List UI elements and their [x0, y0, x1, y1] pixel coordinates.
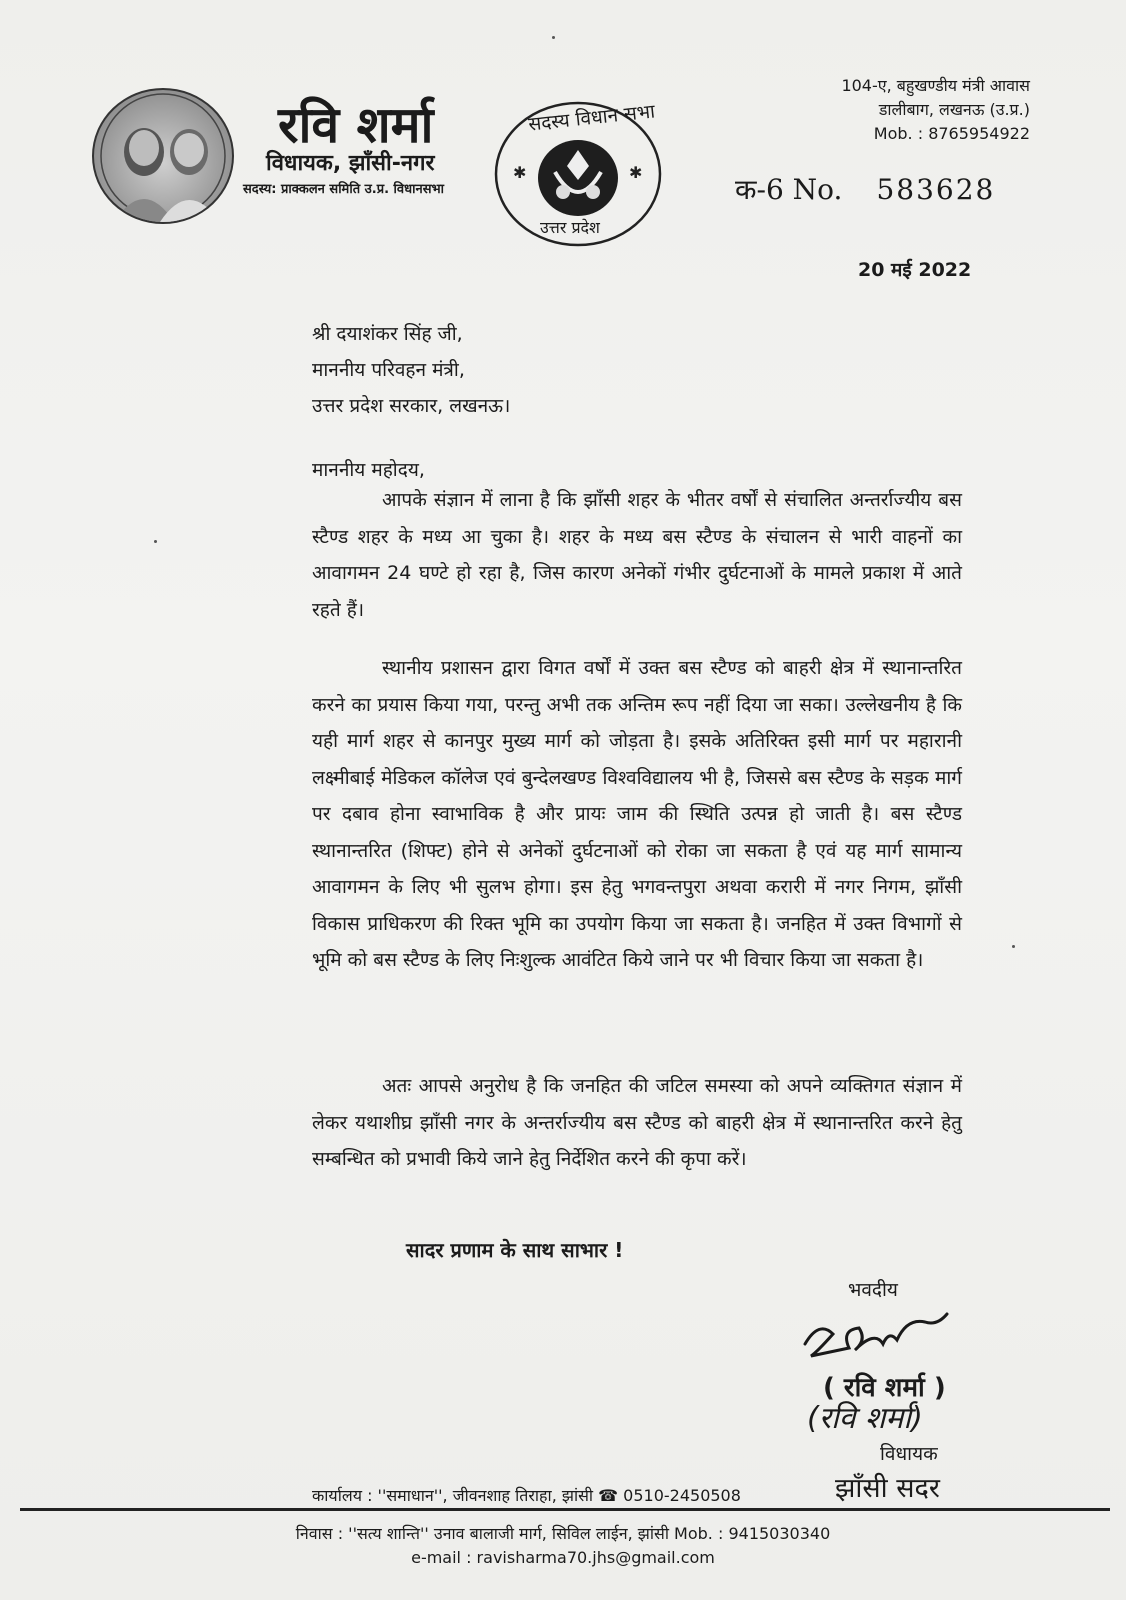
addressee-line: माननीय परिवहन मंत्री, [312, 359, 465, 381]
body-paragraph: अतः आपसे अनुरोध है कि जनहित की जटिल समस्या को अपने व्यक्तिगत संज्ञान में लेकर यथाशीघ्र झाँसी नगर के अन्तर्राज्यीय बस स्टैण्ड को बाहरी क्षेत्र में स्थानान्तरित करने हेतु सम्बन्धित को प्रभावी किये जाने हेतु निर्देशित करने की कृपा करें। [312, 1075, 962, 1170]
sender-designation: विधायक, झाँसी-नगर [266, 151, 435, 176]
address-line: डालीबाग, लखनऊ (उ.प्र.) [878, 100, 1030, 119]
portrait-emblem [92, 88, 234, 224]
speck [154, 540, 157, 543]
email-address: e-mail : ravisharma70.jhs@gmail.com [411, 1548, 715, 1567]
addressee-line: श्री दयाशंकर सिंह जी, [312, 323, 463, 345]
signatory-name-stamp: (रवि शर्मा) [807, 1401, 923, 1436]
letter-date: 20 मई 2022 [858, 259, 972, 281]
sender-address [841, 74, 1030, 146]
addressee-line: उत्तर प्रदेश सरकार, लखनऊ। [312, 395, 511, 417]
yours-faithfully: भवदीय [848, 1279, 898, 1301]
reference-number [735, 170, 995, 208]
closing-line: सादर प्रणाम के साथ साभार ! [406, 1238, 624, 1262]
svg-text:✱: ✱ [629, 163, 643, 182]
salutation: माननीय महोदय, [312, 459, 425, 481]
residence-address: निवास : ''सत्य शान्ति'' उनाव बालाजी मार्ग, सिविल लाईन, झांसी Mob. : 9415030340 [295, 1524, 831, 1543]
handwritten-signature [797, 1300, 967, 1370]
speck [552, 36, 555, 39]
svg-text:✱: ✱ [513, 163, 527, 182]
footer-divider [20, 1508, 1110, 1511]
speck [1012, 945, 1015, 948]
signatory-name: ( रवि शर्मा ) [823, 1373, 946, 1403]
office-address: कार्यालय : ''समाधान'', जीवनशाह तिराहा, झांसी ☎ 0510-2450508 [312, 1486, 741, 1505]
seal-top-text: सदस्य विधान सभा [527, 100, 657, 136]
sender-name: रवि शर्मा [278, 96, 434, 154]
reference-prefix: क-6 No. [735, 173, 843, 206]
body-paragraph: आपके संज्ञान में लाना है कि झाँसी शहर के भीतर वर्षों से संचालित अन्तर्राज्यीय बस स्टैण्ड शहर के मध्य आ चुका है। शहर के मध्य बस स्टैण्ड के संचालन से भारी वाहनों का आवागमन 24 घण्टे हो रहा है, जिस कारण अनेकों गंभीर दुर्घटनाओं के मामले प्रकाश में आते रहते हैं। [312, 489, 962, 621]
addressee-block [312, 316, 510, 424]
place-stamp: झाँसी सदर [835, 1473, 940, 1504]
reference-value: 583628 [876, 173, 996, 206]
address-line: Mob. : 8765954922 [873, 124, 1030, 143]
signatory-title: विधायक [880, 1443, 938, 1465]
seal-bottom-text: उत्तर प्रदेश [540, 218, 600, 237]
sender-membership: सदस्य: प्राक्कलन समिति उ.प्र. विधानसभा [243, 182, 445, 197]
address-line: 104-ए, बहुखण्डीय मंत्री आवास [841, 76, 1030, 95]
body-paragraph: स्थानीय प्रशासन द्वारा विगत वर्षों में उक्त बस स्टैण्ड को बाहरी क्षेत्र में स्थानान्तरित करने का प्रयास किया गया, परन्तु अभी तक अन्तिम रूप नहीं दिया जा सका। उल्लेखनीय है कि यही मार्ग शहर से कानपुर मुख्य मार्ग को जोड़ता है। इसके अतिरिक्त इसी मार्ग पर महारानी लक्ष्मीबाई मेडिकल कॉलेज एवं बुन्देलखण्ड विश्वविद्यालय भी है, जिससे बस स्टैण्ड के सड़क मार्ग पर दबाव होना स्वाभाविक है और प्रायः जाम की स्थिति उत्पन्न हो जाती है। बस स्टैण्ड स्थानान्तरित (शिफ्ट) होने से अनेकों दुर्घटनाओं को रोका जा सकता है एवं यह मार्ग सामान्य आवागमन के लिए भी सुलभ होगा। इस हेतु भगवन्तपुरा अथवा करारी में नगर निगम, झाँसी विकास प्राधिकरण की रिक्त भूमि का उपयोग किया जा सकता है। जनहित में उक्त विभागों से भूमि को बस स्टैण्ड के लिए निःशुल्क आवंटित किये जाने पर भी विचार किया जा सकता है। [312, 657, 962, 971]
